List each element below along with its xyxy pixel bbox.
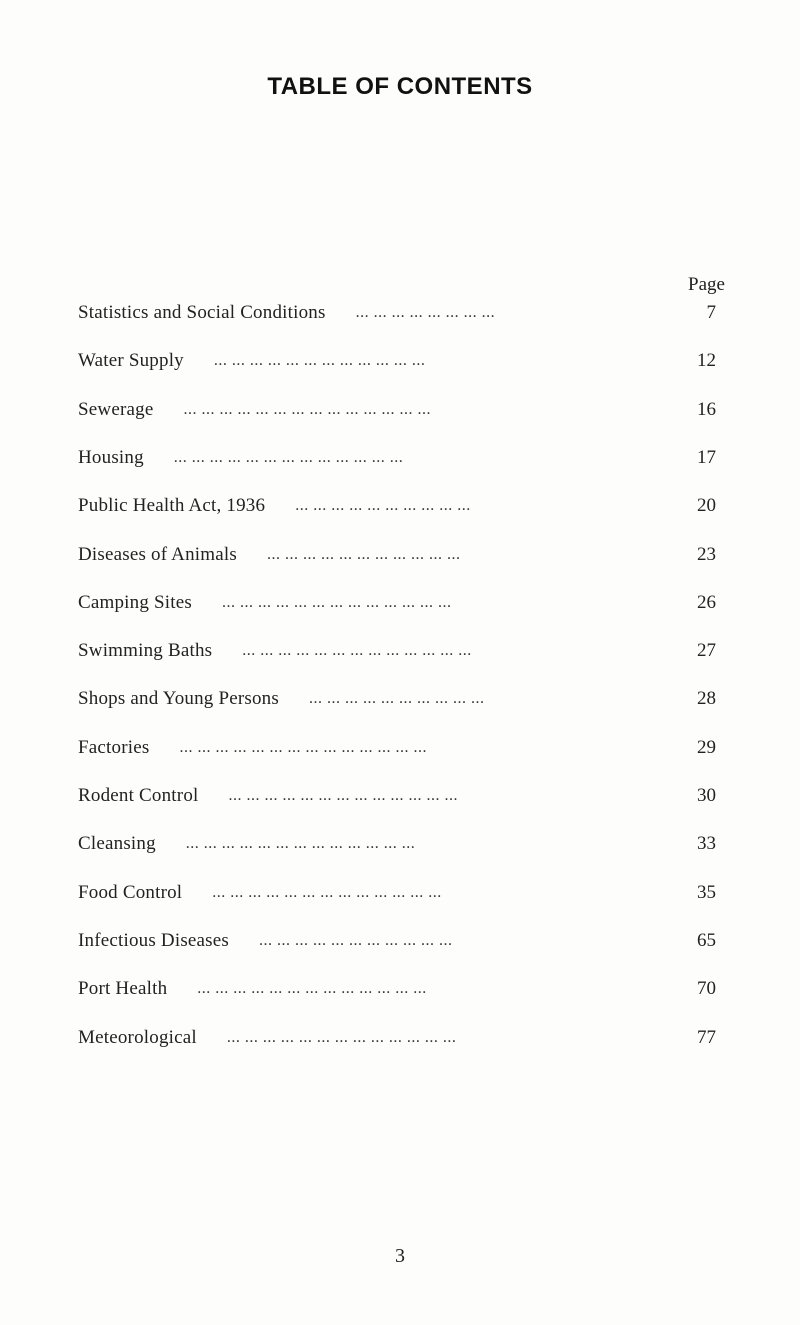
toc-page-number: 20 — [697, 495, 716, 516]
toc-page-number: 30 — [697, 785, 716, 806]
toc-page-number: 17 — [697, 447, 716, 468]
toc-dot-leader: ... ... ... ... ... ... ... ... ... ... ... ... ... — [173, 449, 404, 466]
toc-dot-leader: ... ... ... ... ... ... ... ... ... ... ... ... ... — [242, 642, 472, 659]
toc-entry-label: Food Control — [78, 882, 183, 903]
toc-dot-leader: ... ... ... ... ... ... ... ... ... ... ... ... ... — [185, 835, 416, 852]
toc-page-number: 28 — [697, 688, 716, 709]
toc-page-number: 27 — [697, 640, 716, 661]
toc-entry-label: Statistics and Social Conditions — [78, 302, 326, 323]
toc-entry[interactable] — [78, 831, 716, 857]
toc-entry-label: Factories — [78, 737, 150, 758]
toc-page-number: 77 — [697, 1027, 716, 1048]
toc-page-number: 23 — [697, 544, 716, 565]
page-column-heading: Page — [688, 274, 725, 295]
toc-entry-label: Infectious Diseases — [78, 930, 230, 951]
toc-dot-leader: ... ... ... ... ... ... ... ... ... ... — [308, 690, 485, 707]
toc-entry[interactable] — [78, 348, 716, 374]
toc-entry[interactable] — [78, 735, 716, 761]
toc-entry[interactable] — [78, 445, 716, 471]
toc-page-number: 65 — [697, 930, 716, 951]
toc-page-number: 29 — [697, 737, 716, 758]
toc-entry[interactable] — [78, 397, 716, 423]
toc-entry-label: Diseases of Animals — [78, 544, 237, 565]
toc-dot-leader: ... ... ... ... ... ... ... ... ... ... ... ... — [213, 352, 426, 369]
toc-dot-leader: ... ... ... ... ... ... ... ... ... ... ... ... ... — [197, 980, 427, 997]
page-title: TABLE OF CONTENTS — [267, 73, 533, 100]
toc-page-number: 26 — [697, 592, 716, 613]
toc-entry[interactable] — [78, 783, 716, 809]
toc-entry-label: Public Health Act, 1936 — [78, 495, 266, 516]
toc-entry-label: Meteorological — [78, 1027, 197, 1048]
toc-entry-label: Sewerage — [78, 399, 154, 420]
toc-dot-leader: ... ... ... ... ... ... ... ... ... ... ... — [266, 546, 461, 563]
toc-dot-leader: ... ... ... ... ... ... ... ... ... ... ... ... ... — [221, 594, 452, 611]
toc-page-number: 16 — [697, 399, 716, 420]
toc-entry-label: Water Supply — [78, 350, 184, 371]
toc-dot-leader: ... ... ... ... ... ... ... ... ... ... ... ... ... ... — [179, 739, 427, 756]
toc-entry-label: Cleansing — [78, 833, 156, 854]
toc-entry[interactable] — [78, 928, 716, 954]
page-folio-number: 3 — [395, 1245, 405, 1267]
toc-entry[interactable] — [78, 976, 716, 1002]
toc-entry-label: Camping Sites — [78, 592, 192, 613]
toc-entry[interactable] — [78, 542, 716, 568]
toc-dot-leader: ... ... ... ... ... ... ... ... — [355, 304, 496, 321]
toc-entry[interactable] — [78, 493, 716, 519]
toc-entry[interactable] — [78, 300, 716, 326]
toc-dot-leader: ... ... ... ... ... ... ... ... ... ... ... ... ... — [228, 787, 458, 804]
toc-entry[interactable] — [78, 638, 716, 664]
toc-entry[interactable] — [78, 880, 716, 906]
toc-page-number: 70 — [697, 978, 716, 999]
toc-page-number: 7 — [706, 302, 716, 323]
toc-entry-label: Port Health — [78, 978, 168, 999]
toc-page-number: 33 — [697, 833, 716, 854]
toc-dot-leader: ... ... ... ... ... ... ... ... ... ... ... ... ... ... — [183, 401, 431, 418]
toc-entry[interactable] — [78, 590, 716, 616]
toc-entry-label: Rodent Control — [78, 785, 199, 806]
toc-dot-leader: ... ... ... ... ... ... ... ... ... ... — [295, 497, 471, 514]
toc-page-number: 35 — [697, 882, 716, 903]
toc-entry-label: Swimming Baths — [78, 640, 213, 661]
toc-dot-leader: ... ... ... ... ... ... ... ... ... ... ... ... ... — [226, 1029, 457, 1046]
toc-dot-leader: ... ... ... ... ... ... ... ... ... ... ... — [259, 932, 453, 949]
toc-page-number: 12 — [697, 350, 716, 371]
toc-entry-label: Housing — [78, 447, 144, 468]
toc-entry[interactable] — [78, 686, 716, 712]
toc-entry-label: Shops and Young Persons — [78, 688, 279, 709]
toc-dot-leader: ... ... ... ... ... ... ... ... ... ... ... ... ... — [212, 884, 442, 901]
toc-entry[interactable] — [78, 1025, 716, 1051]
